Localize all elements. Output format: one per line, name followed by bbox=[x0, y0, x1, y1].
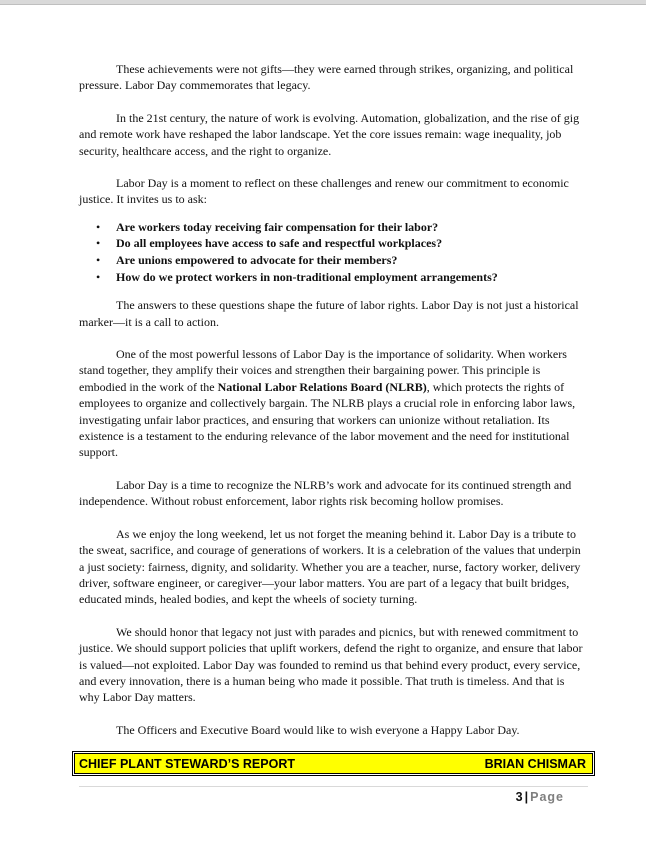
paragraph-8: We should honor that legacy not just with parades and picnics, but with renewed commitment to justice. We should support policies that uplift workers, defend the right to organize, and ensure that labor is valued—not exploited. Labor Day was founded to remind us that behind every product, every service, and every innovation, there is a human being who made it possible. That truth is timeless. And that is why Labor Day matters. bbox=[79, 624, 583, 705]
page-number: 3 bbox=[515, 790, 523, 804]
nlrb-bold-term: National Labor Relations Board (NLRB) bbox=[217, 379, 427, 394]
question-list bbox=[79, 219, 588, 285]
list-item: • How do we protect workers in non-traditional employment arrangements? bbox=[79, 269, 588, 286]
section-banner bbox=[74, 753, 593, 774]
footer-divider bbox=[79, 786, 588, 787]
paragraph-7: As we enjoy the long weekend, let us not forget the meaning behind it. Labor Day is a tribute to the sweat, sacrifice, and courage of generations of workers. It is a celebration of the values that underpin a just society: fairness, dignity, and solidarity. Whether you are a teacher, nurse, factory worker, delivery driver, software engineer, or caregiver—your labor matters. You are part of a legacy that built bridges, educated minds, healed bodies, and kept the wheels of society turning. bbox=[79, 526, 581, 607]
list-item: • Do all employees have access to safe and respectful workplaces? bbox=[79, 235, 588, 252]
paragraph-5 bbox=[79, 346, 588, 461]
paragraph-3: Labor Day is a moment to reflect on these challenges and renew our commitment to economic justice. It invites us to ask: bbox=[79, 176, 569, 207]
page-word: Page bbox=[530, 790, 564, 804]
paragraph-4: The answers to these questions shape the future of labor rights. Labor Day is not just a historical marker—it is a call to action. bbox=[79, 298, 579, 329]
page-number-footer bbox=[470, 790, 564, 804]
banner-title: CHIEF PLANT STEWARD’S REPORT bbox=[79, 756, 295, 771]
paragraph-9: The Officers and Executive Board would like to wish everyone a Happy Labor Day. bbox=[116, 722, 520, 737]
page-separator: | bbox=[524, 790, 529, 804]
paragraph-5-text-b: , which protects the rights of employees to organize and collectively bargain. The NLRB plays a crucial role in enforcing labor laws, investigating unfair labor practices, and ensuring that workers can unionize without retaliation. Its existence is a testament to the enduring relevance of the labor movement and the need for institutional support. bbox=[79, 379, 576, 460]
paragraph-5-text-a: One of the most powerful lessons of Labor Day is the importance of solidarity. When workers stand together, they amplify their voices and strengthen their bargaining power. This principle is embodied in the work of the bbox=[79, 347, 567, 394]
list-item: • Are workers today receiving fair compensation for their labor? bbox=[79, 219, 588, 236]
paragraph-1: These achievements were not gifts—they were earned through strikes, organizing, and political pressure. Labor Day commemorates that legacy. bbox=[79, 62, 574, 93]
document-body bbox=[79, 61, 588, 754]
paragraph-6: Labor Day is a time to recognize the NLRB’s work and advocate for its continued strength and independence. Without robust enforcement, labor rights risk becoming hollow promises. bbox=[79, 477, 572, 509]
banner-author: BRIAN CHISMAR bbox=[484, 756, 586, 771]
paragraph-2: In the 21st century, the nature of work is evolving. Automation, globalization, and the rise of gig and remote work have reshaped the labor landscape. Yet the core issues remain: wage inequality, job security, healthcare access, and the right to organize. bbox=[79, 110, 580, 158]
window-top-edge bbox=[0, 0, 646, 5]
list-item: • Are unions empowered to advocate for their members? bbox=[79, 252, 588, 269]
